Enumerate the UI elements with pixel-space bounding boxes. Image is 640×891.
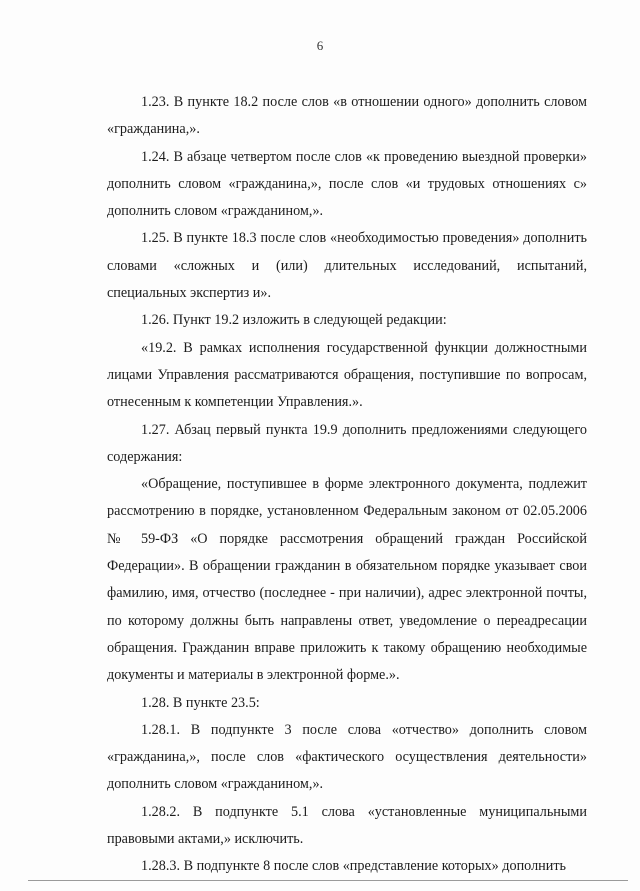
paragraph-1-28-1: 1.28.1. В подпункте 3 после слова «отчество» дополнить словом «гражданина,», после слов «фактического осуществления деятельности» дополнить словом «гражданином,». bbox=[107, 721, 587, 793]
paragraph-1-28-3: 1.28.3. В подпункте 8 после слов «представление которых» дополнить bbox=[141, 858, 566, 875]
paragraph-1-28-2: 1.28.2. В подпункте 5.1 слова «установленные муниципальными правовыми актами,» исключить. bbox=[107, 803, 587, 848]
paragraph-1-27-quote: «Обращение, поступившее в форме электронного документа, подлежит рассмотрению в порядке, установленном Федеральным законом от 02.05.2006 № 59-ФЗ «О порядке рассмотрения обращений граждан Российской Федерации». В обращении гражданин в обязательном порядке указывает свои фамилию, имя, отчество (последнее - при наличии), адрес электронной почты, по которому должны быть направлены ответ, уведомление о переадресации обращения. Гражданин вправе приложить к такому обращению необходимые документы и материалы в электронной форме.». bbox=[107, 476, 587, 684]
paragraph-1-28: 1.28. В пункте 23.5: bbox=[141, 694, 260, 711]
paragraph-1-25: 1.25. В пункте 18.3 после слов «необходимостью проведения» дополнить словами «сложных и (или) длительных исследований, испытаний, специальных экспертиз и». bbox=[107, 230, 587, 302]
paragraph-1-23: 1.23. В пункте 18.2 после слов «в отношении одного» дополнить словом «гражданина,». bbox=[107, 94, 587, 138]
page-number: 6 bbox=[316, 38, 324, 53]
paragraph-19-2-quote: «19.2. В рамках исполнения государственной функции должностными лицами Управления рассматриваются обращения, поступившие по вопросам, отнесенным к компетенции Управления.». bbox=[107, 339, 587, 411]
paragraph-1-24: 1.24. В абзаце четвертом после слов «к проведению выездной проверки» дополнить словом «гражданина,», после слов «и трудовых отношениях с» дополнить словом «гражданином,». bbox=[107, 148, 587, 220]
bottom-divider bbox=[28, 880, 628, 881]
document-body bbox=[107, 89, 587, 881]
paragraph-1-27: 1.27. Абзац первый пункта 19.9 дополнить предложениями следующего содержания: bbox=[107, 421, 587, 465]
paragraph-1-26: 1.26. Пункт 19.2 изложить в следующей редакции: bbox=[141, 312, 447, 329]
